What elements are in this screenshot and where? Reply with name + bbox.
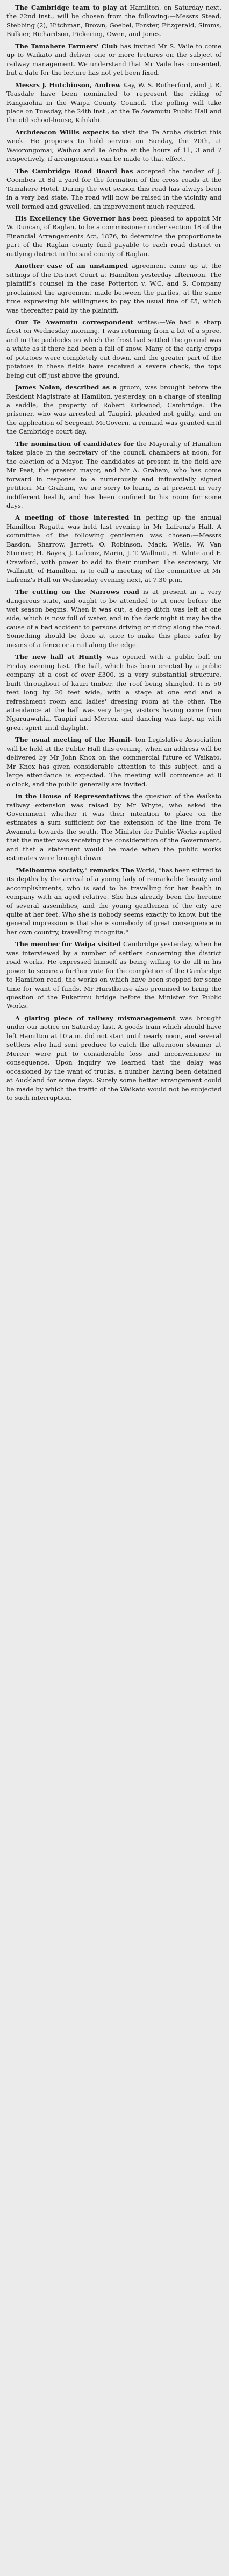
news-item bbox=[6, 81, 221, 125]
news-item-body: getting up the annual Hamilton Regatta was held last evening in Mr Lafrenz's Hall. A committee of the following gentlemen was chosen:—Messrs Basdon, Sharrow, Jarrett, O. Robinson, Mack, Wells, W. Van Sturmer, H. Bayes, J. Lafrenz, Marin, J. T. Wallnutt, H. White and F. Crawford, with power to add to their number. The secretary, Mr Wallnutt, of Hamilton, is to call a meeting of the committee at Mr Lafrenz's Hall on Wednesday evening next, at 7.30 p.m. bbox=[6, 514, 222, 584]
news-item bbox=[6, 3, 221, 39]
news-item-lead: His Excellency the Governor has bbox=[15, 214, 130, 222]
news-item-lead: The nomination of candidates for bbox=[15, 439, 134, 448]
news-item-lead: Another case of an unstamped bbox=[15, 262, 128, 270]
news-item-lead: James Nolan, described as a bbox=[15, 384, 117, 392]
news-item-body: the Mayoralty of Hamilton takes place in the secretary of the council chambers at noon, for the election of a Mayor. The candidates at present in the field are Mr Peat, the present mayor, and Mr A. Graham, who has come forward in response to a numerously and influentially signed petition. Mr Graham, we are sorry to learn, is at present in very indifferent health, and has been confined to his room for some days. bbox=[6, 439, 222, 510]
news-item-body: Kay, W. S. Rutherford, and J. R. Teasdale have been nominated to represent the riding of Rangiaohia in the Waipa County Council. The polling will take place on Tuesday, the 24th inst., at the Te Awamutu Public Hall and the old school-house, Kihikihi. bbox=[6, 81, 221, 124]
news-item-lead: "Melbourne society," remarks The bbox=[15, 866, 134, 874]
news-item bbox=[6, 513, 221, 584]
news-item bbox=[6, 735, 221, 789]
news-item bbox=[6, 261, 221, 315]
news-item-body: been pleased to appoint Mr W. Duncan, of Raglan, to be a commissioner under section 18 of the Financial Arrangements Act, 1876, to determine the proportionate part of the Raglan county fund payable to each road district or outlying district in the said county of Raglan. bbox=[6, 214, 222, 258]
news-item bbox=[6, 128, 221, 164]
news-item bbox=[6, 587, 221, 649]
news-item bbox=[6, 866, 221, 937]
news-item-body: accepted the tender of J. Coombes at 8d a yard for the formation of the cross roads at the Tamahere Hotel. During the wet season this road has always been in a very bad state. The road will now be raised in the vicinity and well formed and gravelled, an improvement much required. bbox=[6, 167, 222, 210]
news-item-body: visit the Te Aroha district this week. He proposes to hold service on Sunday, the 20th, at Waiorongomai, Waihou and Te Aroha at the hours of 11, 3 and 7 respectively, if arrangements can be made to that effect. bbox=[6, 128, 221, 163]
news-item-lead: Messrs J. Hutchinson, Andrew bbox=[15, 81, 121, 89]
news-item-body: agreement came up at the sittings of the District Court at Hamilton yesterday afternoon. The plaintiff's counsel in the case Potterton v. W.C. and S. Company proclaimed the agreement made between the parties, at the same time expressing his willingness to pay the usual fine of £5, which was thereafter paid by the plaintiff. bbox=[6, 262, 222, 314]
news-item bbox=[6, 383, 221, 436]
news-item bbox=[6, 42, 221, 77]
news-item bbox=[6, 1014, 221, 1103]
news-item-body: World, "has been stirred to its depths by the arrival of a young lady of remarkable beauty and accomplishments, who is said to be travelling for her health in company with an aged relative. She has already been the heroine of several assemblies, and the young gentlemen of the city are quite at her feet. Who she is nobody seems exactly to know, but the general impression is that she is somebody of great consequence in her own country, travelling incognita." bbox=[6, 866, 221, 936]
news-item bbox=[6, 792, 221, 863]
news-item-lead: A glaring piece of railway mismanagement bbox=[15, 1014, 176, 1022]
news-item-lead: The cutting on the Narrows road bbox=[15, 588, 139, 596]
news-item-body: the question of the Waikato railway extension was raised by Mr Whyte, who asked the Government whether it was their intention to place on the estimates a sum sufficient for the extension of the line from Te Awamutu towards the south. The Minister for Public Works replied that the matter was receiving the consideration of the Government, and that a statement would be made when the public works estimates were brought down. bbox=[6, 792, 222, 862]
news-item-lead: Our Te Awamutu correspondent bbox=[15, 318, 133, 326]
news-item-body: was brought under our notice on Saturday last. A goods train which should have left Hamilton at 10 a.m. did not start until nearly noon, and several settlers who had sent produce to catch the afternoon steamer at Mercer were put to considerable loss and inconvenience in consequence. Upon inquiry we learned that the delay was occasioned by the want of trucks, a number having been detained at Auckland for some days. Surely some better arrangement could be made by which the traffic of the Waikato would not be subjected to such interruption. bbox=[6, 1014, 221, 1102]
news-item bbox=[6, 318, 221, 380]
news-item-body: Cambridge yesterday, when he was interviewed by a number of settlers concerning the district road works. He expressed himself as being willing to do all in his power to secure a further vote for the completion of the Cambridge to Hamilton road, the works on which have been stopped for some time for want of funds. Mr Hursthouse also promised to bring the question of the Pukerimu bridge before the Minister for Public Works. bbox=[6, 940, 221, 1010]
news-item-body: has invited Mr S. Vaile to come up to Waikato and deliver one or more lectures on the subject of railway management. We understand that Mr Vaile has consented, but a date for the lecture has not yet been fixed. bbox=[6, 42, 221, 77]
news-item bbox=[6, 940, 221, 1011]
news-item bbox=[6, 214, 221, 258]
news-item-lead: In the House of Representatives bbox=[15, 792, 130, 800]
news-item-body: ton Legislative Association will be held at the Public Hall this evening, when an address will be delivered by Mr John Knox on the commercial future of Waikato. Mr Knox has given considerable attention to this subject, and a large attendance is expected. The meeting will commence at 8 o'clock, and the public generally are invited. bbox=[6, 736, 221, 788]
news-item-lead: The new hall at Huntly bbox=[15, 653, 103, 661]
news-item-lead: A meeting of those interested in bbox=[15, 514, 141, 522]
news-item-body: is at present in a very dangerous state, and ought to be attended to at once before the wet season begins. When it was cut, a deep ditch was left at one side, which is now full of water, and in the dark night it may be the cause of a bad accident to persons driving or riding along the road. Something should be done at once to make this place safer by means of a fence or a rail along the edge. bbox=[6, 588, 221, 649]
news-item-body: Hamilton, on Saturday next, the 22nd inst., will be chosen from the following:—Messrs Stead, Stebbing (2), Hitchman, Brown, Goebel, Forster, Fitzgerald, Simms, Bulkier, Richardson, Pickering, Owen, and Jones. bbox=[6, 4, 222, 38]
news-item-lead: The member for Waipa visited bbox=[15, 940, 121, 948]
news-item-lead: The Cambridge team to play at bbox=[15, 4, 127, 11]
news-item-lead: Archdeacon Willis expects to bbox=[15, 128, 119, 136]
news-item bbox=[6, 439, 221, 510]
news-item-lead: The Tamahere Farmers' Club bbox=[15, 42, 118, 50]
news-item-lead: The Cambridge Road Board has bbox=[15, 167, 133, 175]
news-item bbox=[6, 652, 221, 732]
news-item-body: groom, was brought before the Resident Magistrate at Hamilton, yesterday, on a charge of stealing a saddle, the property of Robert Kirkwood, Cambridge. The prisoner, who was arrested at Taupiri, pleaded not guilty, and on the application of Sergeant McGovern, a remand was granted until the Cambridge court day. bbox=[6, 384, 221, 436]
news-item-body: was opened with a public ball on Friday evening last. The hall, which has been erected by a public company at a cost of over £300, is a very substantial structure, built throughout of kauri timber, the roof being shingled. It is 50 feet long by 20 feet wide, with a stage at one end and a refreshment room and ladies' dressing room at the other. The attendance at the ball was very large, visitors having come from Ngaruawahia, Taupiri and Mercer, and dancing was kept up with great spirit until daylight. bbox=[6, 653, 221, 732]
news-item bbox=[6, 167, 221, 211]
article-list bbox=[6, 3, 221, 1102]
news-item-lead: The usual meeting of the Hamil- bbox=[15, 736, 133, 744]
news-item-body: writes:—We had a sharp frost on Wednesday morning. I was returning from a bit of a spree, and in the paddocks on which the frost had settled the ground was a white as if there had been a fall of snow. Many of the early crops of potatoes were completely cut down, and the greater part of the potatoes in these fields have received a severe check, the tops being cut off just above the ground. bbox=[6, 318, 221, 379]
